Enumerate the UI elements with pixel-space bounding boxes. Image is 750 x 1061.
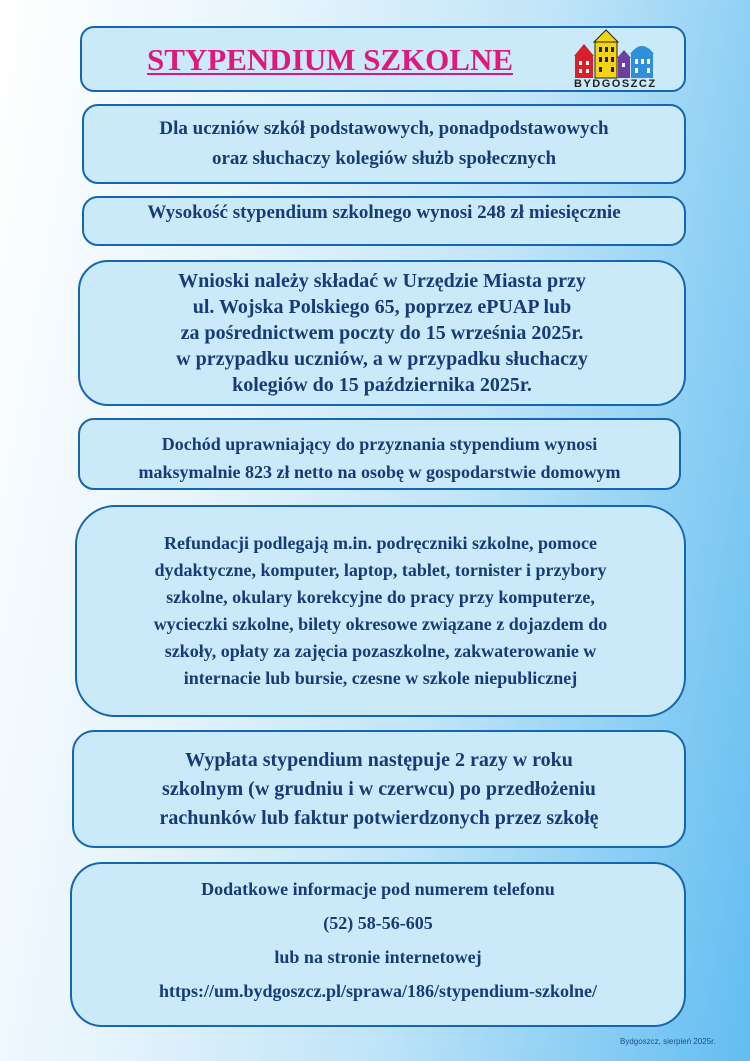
payment-line: rachunków lub faktur potwierdzonych przez szkołę <box>159 806 599 829</box>
contact-box <box>70 862 686 1027</box>
refund-line: Refundacji podlegają m.in. podręczniki szkolne, pomoce <box>163 533 597 553</box>
income-box <box>78 418 681 490</box>
payment-box <box>72 730 686 848</box>
audience-box <box>82 104 686 184</box>
contact-phone: (52) 58-56-605 <box>323 913 433 933</box>
income-line: maksymalnie 823 zł netto na osobę w gospodarstwie domowym <box>138 462 621 482</box>
page-title: STYPENDIUM SZKOLNE <box>147 42 514 77</box>
refund-line: szkolne, okulary korekcyjne do pracy przy komputerze, <box>166 587 595 607</box>
logo-text: BYDGOSZCZ <box>574 78 657 90</box>
footer-date: Bydgoszcz, sierpień 2025r. <box>620 1037 716 1046</box>
audience-line: oraz słuchaczy kolegiów służb społecznych <box>211 148 557 169</box>
application-line: ul. Wojska Polskiego 65, poprzez ePUAP lub <box>192 296 572 318</box>
refund-line: szkoły, opłaty za zajęcia pozaszkolne, zakwaterowanie w <box>164 641 597 661</box>
refund-line: internacie lub bursie, czesne w szkole niepublicznej <box>183 668 578 688</box>
application-line: Wnioski należy składać w Urzędzie Miasta przy <box>178 270 586 292</box>
application-box <box>78 260 686 406</box>
refund-line: dydaktyczne, komputer, laptop, tablet, tornister i przybory <box>154 560 607 580</box>
contact-url-link[interactable]: https://um.bydgoszcz.pl/sprawa/186/stypendium-szkolne/ <box>158 981 598 1001</box>
payment-line: Wypłata stypendium następuje 2 razy w roku <box>185 748 573 771</box>
payment-line: szkolnym (w grudniu i w czerwcu) po przedłożeniu <box>162 777 596 800</box>
title-box <box>80 26 686 92</box>
refund-box <box>75 505 686 717</box>
application-line: w przypadku uczniów, a w przypadku słuchaczy <box>176 348 588 370</box>
income-line: Dochód uprawniający do przyznania stypendium wynosi <box>161 434 598 454</box>
refund-line: wycieczki szkolne, bilety okresowe związane z dojazdem do <box>153 614 608 634</box>
amount-box <box>82 196 686 246</box>
audience-line: Dla uczniów szkół podstawowych, ponadpodstawowych <box>159 118 609 139</box>
contact-intro: Dodatkowe informacje pod numerem telefonu <box>201 879 555 899</box>
application-line: kolegiów do 15 października 2025r. <box>232 374 532 396</box>
contact-web-intro: lub na stronie internetowej <box>274 947 482 967</box>
application-line: za pośrednictwem poczty do 15 września 2025r. <box>180 322 584 344</box>
amount-text: Wysokość stypendium szkolnego wynosi 248 zł miesięcznie <box>147 202 621 223</box>
